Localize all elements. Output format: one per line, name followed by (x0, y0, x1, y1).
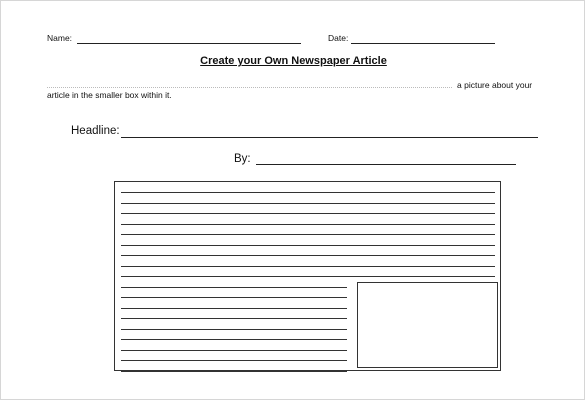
article-line-full[interactable] (121, 234, 495, 235)
article-line-short[interactable] (121, 308, 347, 309)
article-line-full[interactable] (121, 266, 495, 267)
article-line-short[interactable] (121, 329, 347, 330)
article-line-full[interactable] (121, 276, 495, 277)
instruction-line-1-end: a picture about your (457, 80, 533, 90)
instruction-line-2: article in the smaller box within it. (47, 90, 172, 100)
article-line-full[interactable] (121, 224, 495, 225)
byline-field-line[interactable] (256, 164, 516, 165)
headline-field-line[interactable] (121, 137, 538, 138)
article-line-full[interactable] (121, 245, 495, 246)
page-title: Create your Own Newspaper Article (200, 55, 387, 67)
article-line-short[interactable] (121, 371, 347, 372)
date-label: Date: (328, 33, 349, 43)
date-field-line[interactable] (351, 43, 495, 44)
article-line-short[interactable] (121, 350, 347, 351)
byline-label: By: (234, 153, 251, 165)
article-line-short[interactable] (121, 339, 347, 340)
article-line-short[interactable] (121, 318, 347, 319)
name-field-line[interactable] (77, 43, 301, 44)
article-line-short[interactable] (121, 297, 347, 298)
article-line-full[interactable] (121, 255, 495, 256)
article-line-full[interactable] (121, 213, 495, 214)
article-line-full[interactable] (121, 203, 495, 204)
article-line-short[interactable] (121, 360, 347, 361)
picture-box[interactable] (357, 282, 498, 368)
article-line-short[interactable] (121, 287, 347, 288)
name-label: Name: (47, 33, 73, 43)
headline-label: Headline: (71, 125, 120, 137)
article-line-full[interactable] (121, 192, 495, 193)
faded-instruction-text (47, 87, 452, 88)
